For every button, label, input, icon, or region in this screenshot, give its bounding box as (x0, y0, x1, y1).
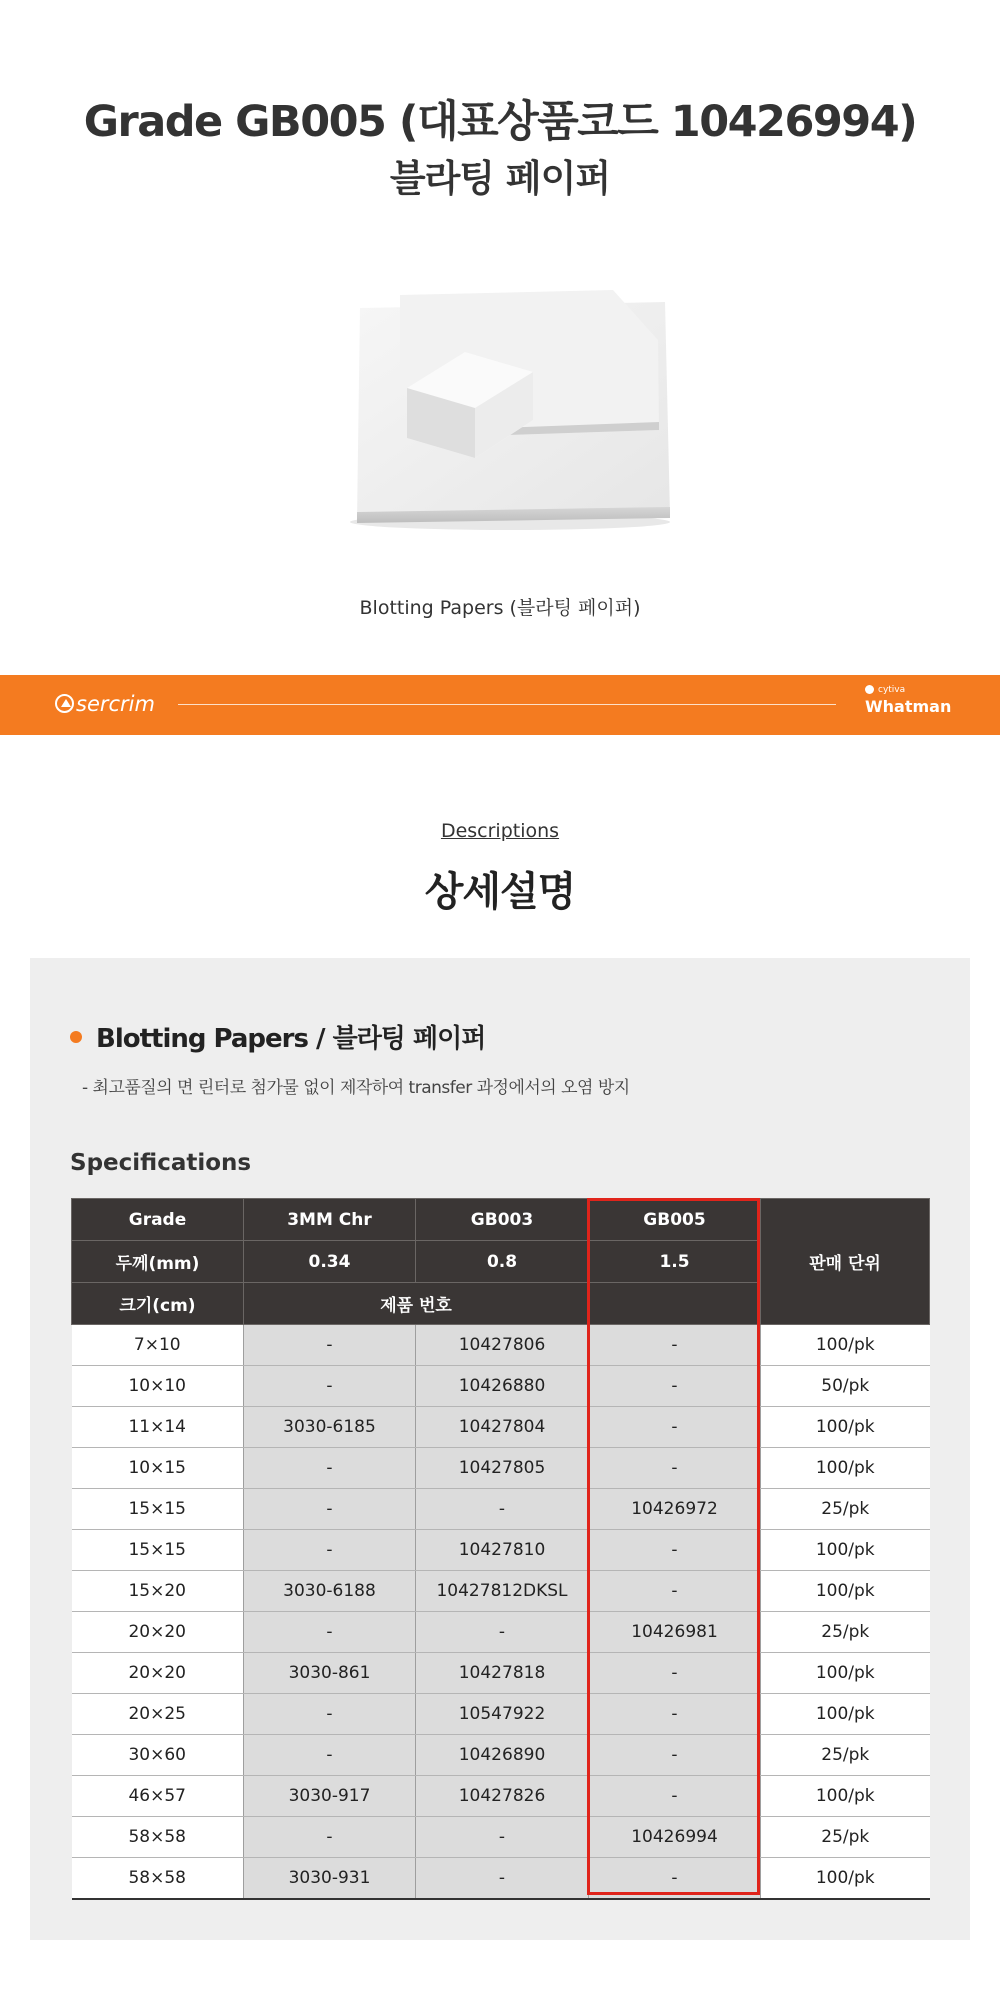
product-number-cell: - (589, 1653, 761, 1694)
sercrim-logo-icon (55, 694, 74, 713)
descriptions-heading: 상세설명 (424, 869, 576, 915)
unit-cell: 100/pk (761, 1694, 930, 1735)
product-number-cell: 3030-6185 (244, 1407, 416, 1448)
product-number-cell: - (589, 1694, 761, 1735)
product-number-cell: - (589, 1407, 761, 1448)
product-number-cell: - (589, 1735, 761, 1776)
size-cell: 15×15 (72, 1530, 244, 1571)
product-number-cell: - (244, 1366, 416, 1407)
table-row (72, 1325, 930, 1366)
unit-cell: 25/pk (761, 1735, 930, 1776)
cytiva-icon (865, 685, 874, 694)
table-row (72, 1817, 930, 1858)
table-row (72, 1530, 930, 1571)
brand-bar (0, 675, 1000, 735)
header-cell: 1.5 (589, 1241, 761, 1283)
unit-cell: 25/pk (761, 1817, 930, 1858)
size-cell: 30×60 (72, 1735, 244, 1776)
table-row (72, 1448, 930, 1489)
divider (178, 704, 836, 705)
table-row (72, 1858, 930, 1900)
product-number-cell: - (416, 1612, 589, 1653)
table-body (72, 1325, 930, 1900)
header-row-grade (72, 1199, 930, 1241)
table-row (72, 1694, 930, 1735)
product-number-cell: - (589, 1448, 761, 1489)
size-cell: 7×10 (72, 1325, 244, 1366)
sercrim-logo: sercrim (55, 692, 155, 716)
size-cell: 46×57 (72, 1776, 244, 1817)
section-description: - 최고품질의 면 린터로 첨가물 없이 제작하여 transfer 과정에서의 오염 방지 (82, 1078, 630, 1098)
product-number-cell: 10427810 (416, 1530, 589, 1571)
unit-cell: 25/pk (761, 1612, 930, 1653)
table-row (72, 1776, 930, 1817)
bullet-icon (70, 1031, 82, 1043)
product-number-cell: - (416, 1858, 589, 1900)
size-cell: 58×58 (72, 1817, 244, 1858)
product-number-cell: - (589, 1571, 761, 1612)
product-number-cell: - (589, 1530, 761, 1571)
product-number-cell: - (244, 1817, 416, 1858)
product-number-cell: - (416, 1489, 589, 1530)
unit-cell: 50/pk (761, 1366, 930, 1407)
product-number-cell: - (244, 1694, 416, 1735)
product-number-cell: - (244, 1530, 416, 1571)
unit-cell: 100/pk (761, 1571, 930, 1612)
unit-cell: 100/pk (761, 1776, 930, 1817)
product-number-cell: - (589, 1325, 761, 1366)
unit-cell: 100/pk (761, 1858, 930, 1900)
product-number-cell: - (244, 1612, 416, 1653)
header-cell (589, 1283, 761, 1325)
size-cell: 15×20 (72, 1571, 244, 1612)
product-number-cell: 10427826 (416, 1776, 589, 1817)
product-number-cell: - (244, 1325, 416, 1366)
size-cell: 10×15 (72, 1448, 244, 1489)
product-number-cell: - (589, 1858, 761, 1900)
size-cell: 10×10 (72, 1366, 244, 1407)
size-cell: 20×20 (72, 1653, 244, 1694)
table-row (72, 1571, 930, 1612)
product-number-cell: 3030-931 (244, 1858, 416, 1900)
product-number-cell: 10427804 (416, 1407, 589, 1448)
whatman-logo: cytiva Whatman (865, 685, 952, 716)
descriptions-label: Descriptions (440, 820, 560, 842)
header-cell: GB005 (589, 1199, 761, 1241)
image-caption: Blotting Papers (블라팅 페이퍼) (359, 597, 641, 619)
specifications-title: Specifications (70, 1150, 252, 1176)
header-cell: 0.8 (416, 1241, 589, 1283)
product-number-cell: 3030-917 (244, 1776, 416, 1817)
size-cell: 20×25 (72, 1694, 244, 1735)
table-row (72, 1489, 930, 1530)
unit-cell: 100/pk (761, 1407, 930, 1448)
specifications-table (71, 1198, 930, 1900)
product-number-cell: 10427818 (416, 1653, 589, 1694)
product-number-cell: 10426972 (589, 1489, 761, 1530)
section-title: Blotting Papers / 블라팅 페이퍼 (70, 1018, 485, 1055)
product-number-cell: 10427805 (416, 1448, 589, 1489)
table-row (72, 1366, 930, 1407)
header-cell: 크기(cm) (72, 1283, 244, 1325)
product-number-cell: 10427806 (416, 1325, 589, 1366)
header-cell-product-number: 제품 번호 (244, 1283, 589, 1325)
product-number-cell: 10426890 (416, 1735, 589, 1776)
unit-cell: 25/pk (761, 1489, 930, 1530)
size-cell: 20×20 (72, 1612, 244, 1653)
product-number-cell: - (244, 1735, 416, 1776)
size-cell: 58×58 (72, 1858, 244, 1900)
product-number-cell: 10427812DKSL (416, 1571, 589, 1612)
unit-cell: 100/pk (761, 1325, 930, 1366)
table-row (72, 1735, 930, 1776)
header-cell: 3MM Chr (244, 1199, 416, 1241)
header-cell: 0.34 (244, 1241, 416, 1283)
product-number-cell: - (589, 1776, 761, 1817)
product-number-cell: - (244, 1489, 416, 1530)
page-title: Grade GB005 (대표상품코드 10426994) (83, 97, 917, 147)
product-number-cell: - (244, 1448, 416, 1489)
table-row (72, 1612, 930, 1653)
size-cell: 15×15 (72, 1489, 244, 1530)
product-number-cell: 10426880 (416, 1366, 589, 1407)
product-number-cell: 10426981 (589, 1612, 761, 1653)
product-number-cell: 3030-861 (244, 1653, 416, 1694)
product-number-cell: 10426994 (589, 1817, 761, 1858)
unit-cell: 100/pk (761, 1530, 930, 1571)
product-number-cell: 10547922 (416, 1694, 589, 1735)
unit-cell: 100/pk (761, 1448, 930, 1489)
table-row (72, 1653, 930, 1694)
product-number-cell: - (589, 1366, 761, 1407)
header-cell: Grade (72, 1199, 244, 1241)
product-image (345, 290, 675, 535)
size-cell: 11×14 (72, 1407, 244, 1448)
page-subtitle: 블라팅 페이퍼 (389, 157, 611, 200)
header-cell: 두께(mm) (72, 1241, 244, 1283)
product-number-cell: - (416, 1817, 589, 1858)
header-cell: GB003 (416, 1199, 589, 1241)
unit-cell: 100/pk (761, 1653, 930, 1694)
header-cell-unit: 판매 단위 (761, 1199, 930, 1325)
product-number-cell: 3030-6188 (244, 1571, 416, 1612)
table-row (72, 1407, 930, 1448)
